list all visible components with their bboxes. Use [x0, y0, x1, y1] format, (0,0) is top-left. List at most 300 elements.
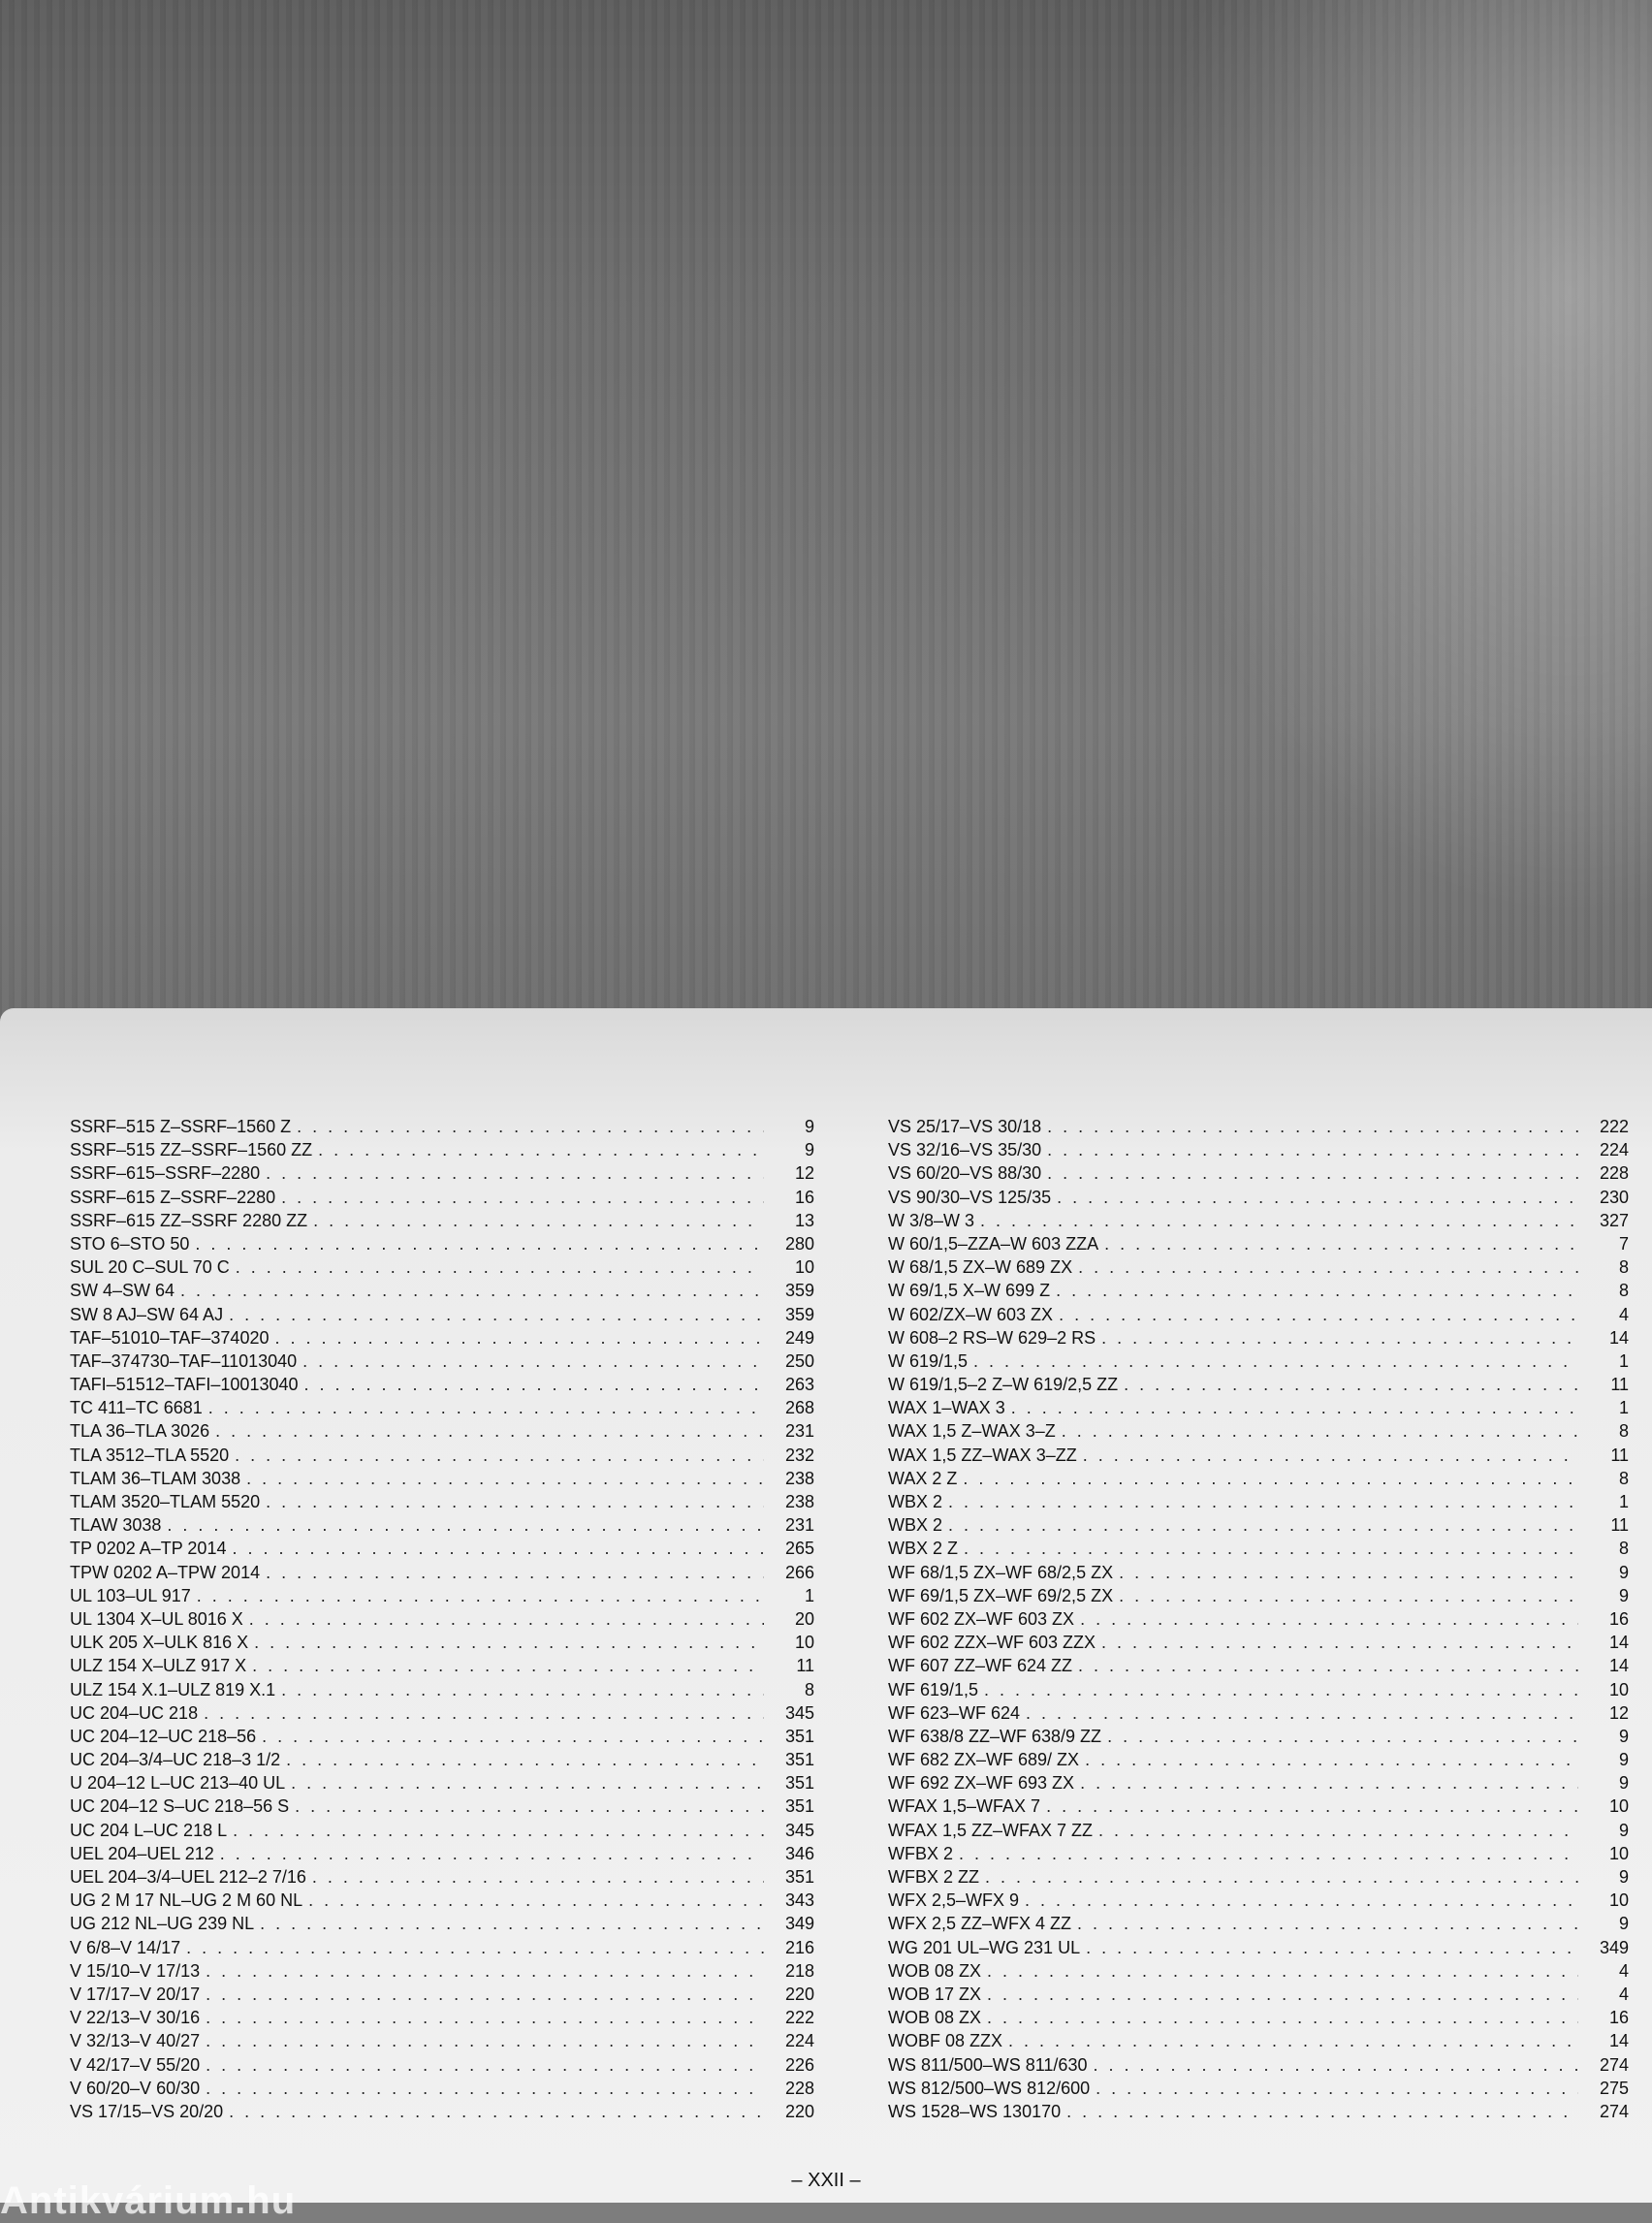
entry-page-number: 238 — [784, 1492, 814, 1511]
book-page — [0, 1008, 1652, 2222]
entry-page-number: 216 — [784, 1937, 814, 1957]
dot-leader — [206, 2053, 764, 2077]
dot-leader — [197, 1584, 764, 1607]
dot-leader — [208, 1396, 764, 1419]
index-entry — [888, 1209, 1629, 1232]
dot-leader — [254, 1631, 764, 1654]
dot-leader — [262, 1725, 764, 1748]
entry-page-number: 224 — [784, 2031, 814, 2051]
dot-leader — [1056, 1279, 1578, 1302]
entry-page-number: 10 — [1608, 1796, 1629, 1817]
entry-label: WBX 2 Z — [888, 1539, 959, 1559]
entry-page-number: 351 — [784, 1750, 814, 1770]
dot-leader — [252, 1654, 764, 1677]
index-entry — [70, 1373, 814, 1396]
entry-page-number: 4 — [1618, 1960, 1629, 1981]
dot-leader — [1047, 1115, 1578, 1138]
dot-leader — [1066, 2100, 1578, 2123]
dot-leader — [985, 1865, 1578, 1889]
dot-leader — [195, 1232, 764, 1255]
entry-page-number: 16 — [1608, 2008, 1629, 2028]
dot-leader — [215, 1419, 764, 1443]
dot-leader — [1077, 1912, 1578, 1935]
index-entry — [888, 2029, 1629, 2052]
index-entry — [70, 1912, 814, 1935]
dot-leader — [1062, 1419, 1578, 1443]
entry-label: UG 212 NL–UG 239 NL — [70, 1914, 255, 1934]
entry-page-number: 4 — [1618, 1304, 1629, 1324]
entry-label: WOB 17 ZX — [888, 1984, 982, 2004]
dot-leader — [206, 1983, 764, 2006]
dot-leader — [281, 1186, 764, 1209]
entry-page-number: 20 — [794, 1608, 814, 1629]
index-entry — [70, 1959, 814, 1983]
index-entry — [888, 1912, 1629, 1935]
entry-page-number: 8 — [1618, 1539, 1629, 1559]
entry-page-number: 9 — [1618, 1914, 1629, 1934]
index-entry — [888, 1678, 1629, 1701]
index-entry — [888, 1115, 1629, 1138]
index-entry — [888, 1279, 1629, 1302]
dot-leader — [235, 1444, 764, 1467]
entry-label: WFAX 1,5–WFAX 7 — [888, 1796, 1041, 1817]
entry-page-number: 9 — [1618, 1585, 1629, 1605]
entry-page-number: 351 — [784, 1773, 814, 1794]
entry-label: VS 60/20–VS 88/30 — [888, 1163, 1042, 1184]
entry-page-number: 10 — [1608, 1890, 1629, 1911]
entry-page-number: 9 — [1618, 1750, 1629, 1770]
index-entry — [888, 2077, 1629, 2100]
page-number: – XXII – — [791, 2170, 861, 2191]
entry-label: W 3/8–W 3 — [888, 1210, 975, 1230]
dot-leader — [233, 1819, 764, 1842]
entry-page-number: 232 — [784, 1445, 814, 1465]
dot-leader — [281, 1678, 764, 1701]
dot-leader — [312, 1865, 764, 1889]
dot-leader — [236, 1255, 764, 1279]
entry-page-number: 11 — [1610, 1375, 1629, 1395]
entry-label: SSRF–615–SSRF–2280 — [70, 1163, 261, 1184]
entry-page-number: 16 — [794, 1187, 814, 1207]
entry-label: UG 2 M 17 NL–UG 2 M 60 NL — [70, 1890, 303, 1911]
index-entry — [70, 1350, 814, 1373]
entry-label: WF 619/1,5 — [888, 1679, 979, 1699]
light-glare — [1109, 0, 1652, 969]
index-entry — [888, 1959, 1629, 1983]
entry-label: TAF–51010–TAF–374020 — [70, 1327, 270, 1348]
index-entry — [70, 1326, 814, 1350]
index-entry — [888, 1326, 1629, 1350]
entry-page-number: 7 — [1618, 1233, 1629, 1254]
dot-leader — [964, 1537, 1578, 1560]
entry-label: TAFI–51512–TAFI–10013040 — [70, 1375, 299, 1395]
index-entry — [70, 1725, 814, 1748]
entry-page-number: 345 — [784, 1820, 814, 1840]
entry-label: WF 602 ZX–WF 603 ZX — [888, 1608, 1075, 1629]
entry-page-number: 351 — [784, 1726, 814, 1746]
entry-label: TLAM 3520–TLAM 5520 — [70, 1492, 261, 1511]
index-entry — [70, 1983, 814, 2006]
dot-leader — [987, 1959, 1578, 1983]
index-entry — [888, 1537, 1629, 1560]
entry-label: WF 638/8 ZZ–WF 638/9 ZZ — [888, 1726, 1102, 1746]
index-entry — [888, 1701, 1629, 1725]
dot-leader — [274, 1326, 764, 1350]
entry-label: V 22/13–V 30/16 — [70, 2008, 201, 2028]
index-entry — [70, 1794, 814, 1818]
entry-label: WS 811/500–WS 811/630 — [888, 2054, 1088, 2075]
index-column-right — [888, 1115, 1629, 2123]
entry-label: V 17/17–V 20/17 — [70, 1984, 201, 2004]
index-entry — [888, 1186, 1629, 1209]
entry-page-number: 349 — [784, 1914, 814, 1934]
index-entry — [888, 1889, 1629, 1912]
dot-leader — [186, 1936, 764, 1959]
index-entry — [70, 1936, 814, 1959]
entry-label: WS 1528–WS 130170 — [888, 2101, 1062, 2121]
entry-label: V 42/17–V 55/20 — [70, 2054, 201, 2075]
index-entry — [70, 2100, 814, 2123]
dot-leader — [987, 1983, 1578, 2006]
dot-leader — [980, 1209, 1578, 1232]
index-entry — [888, 1819, 1629, 1842]
entry-page-number: 1 — [1618, 1350, 1629, 1371]
index-entry — [888, 1771, 1629, 1794]
entry-label: WF 602 ZZX–WF 603 ZZX — [888, 1633, 1096, 1653]
entry-page-number: 228 — [784, 2078, 814, 2098]
index-entry — [70, 1865, 814, 1889]
dot-leader — [1059, 1303, 1578, 1326]
entry-label: UC 204–12–UC 218–56 — [70, 1726, 257, 1746]
entry-page-number: 12 — [794, 1163, 814, 1184]
index-entry — [888, 1561, 1629, 1584]
entry-label: W 60/1,5–ZZA–W 603 ZZA — [888, 1233, 1099, 1254]
dot-leader — [963, 1467, 1578, 1490]
entry-label: WF 69/1,5 ZX–WF 69/2,5 ZX — [888, 1585, 1114, 1605]
entry-page-number: 224 — [1599, 1140, 1629, 1160]
index-entry — [888, 1303, 1629, 1326]
index-entry — [70, 1889, 814, 1912]
index-entry — [70, 1561, 814, 1584]
entry-page-number: 8 — [1618, 1257, 1629, 1278]
dot-leader — [1078, 1255, 1578, 1279]
entry-page-number: 349 — [1599, 1937, 1629, 1957]
entry-page-number: 9 — [1618, 1562, 1629, 1582]
entry-label: W 608–2 RS–W 629–2 RS — [888, 1327, 1096, 1348]
index-entry — [70, 2006, 814, 2029]
entry-page-number: 1 — [1618, 1492, 1629, 1511]
entry-label: STO 6–STO 50 — [70, 1233, 190, 1254]
index-entry — [70, 1232, 814, 1255]
entry-page-number: 343 — [784, 1890, 814, 1911]
index-entry — [888, 1138, 1629, 1161]
entry-label: TLAM 36–TLAM 3038 — [70, 1468, 241, 1488]
index-entry — [70, 1255, 814, 1279]
entry-page-number: 14 — [1608, 1656, 1629, 1676]
index-entry — [70, 1138, 814, 1161]
entry-label: V 6/8–V 14/17 — [70, 1937, 181, 1957]
index-entry — [888, 2006, 1629, 2029]
index-entry — [888, 1490, 1629, 1513]
entry-page-number: 220 — [784, 1984, 814, 2004]
entry-page-number: 9 — [1618, 1773, 1629, 1794]
entry-page-number: 218 — [784, 1960, 814, 1981]
entry-label: UC 204–3/4–UC 218–3 1/2 — [70, 1750, 281, 1770]
entry-label: UC 204 L–UC 218 L — [70, 1820, 228, 1840]
dot-leader — [206, 1959, 764, 1983]
index-entry — [70, 1607, 814, 1631]
index-entry — [70, 1467, 814, 1490]
index-entry — [888, 1865, 1629, 1889]
entry-label: SW 8 AJ–SW 64 AJ — [70, 1304, 224, 1324]
entry-page-number: 9 — [804, 1117, 814, 1136]
index-entry — [70, 2077, 814, 2100]
index-entry — [70, 1771, 814, 1794]
dot-leader — [1047, 1161, 1578, 1185]
index-entry — [70, 1303, 814, 1326]
index-entry — [888, 1467, 1629, 1490]
entry-label: WOB 08 ZX — [888, 1960, 982, 1981]
dot-leader — [1085, 1748, 1578, 1771]
entry-label: TLA 36–TLA 3026 — [70, 1421, 210, 1442]
entry-label: W 619/1,5 — [888, 1350, 969, 1371]
entry-page-number: 14 — [1608, 1633, 1629, 1653]
dot-leader — [948, 1513, 1578, 1537]
entry-page-number: 238 — [784, 1468, 814, 1488]
entry-page-number: 359 — [784, 1304, 814, 1324]
entry-label: W 68/1,5 ZX–W 689 ZX — [888, 1257, 1073, 1278]
dot-leader — [948, 1490, 1578, 1513]
dot-leader — [232, 1537, 764, 1560]
index-entry — [888, 1936, 1629, 1959]
index-entry — [70, 1678, 814, 1701]
entry-label: SSRF–515 Z–SSRF–1560 Z — [70, 1117, 292, 1136]
dot-leader — [1080, 1771, 1578, 1794]
entry-label: UL 103–UL 917 — [70, 1585, 191, 1605]
entry-label: TAF–374730–TAF–11013040 — [70, 1350, 298, 1371]
dot-leader — [308, 1889, 764, 1912]
entry-label: WF 682 ZX–WF 689/ ZX — [888, 1750, 1080, 1770]
dot-leader — [1096, 2077, 1578, 2100]
entry-label: W 619/1,5–2 Z–W 619/2,5 ZZ — [888, 1375, 1119, 1395]
index-entry — [70, 1115, 814, 1138]
entry-label: V 15/10–V 17/13 — [70, 1960, 201, 1981]
index-entry — [70, 1631, 814, 1654]
dot-leader — [229, 1303, 764, 1326]
entry-page-number: 222 — [1599, 1117, 1629, 1136]
dot-leader — [304, 1373, 765, 1396]
dot-leader — [295, 1794, 764, 1818]
dot-leader — [206, 2006, 764, 2029]
entry-page-number: 220 — [784, 2101, 814, 2121]
dot-leader — [266, 1561, 764, 1584]
index-entry — [70, 1701, 814, 1725]
entry-page-number: 351 — [784, 1796, 814, 1817]
index-entry — [888, 1396, 1629, 1419]
index-entry — [70, 1537, 814, 1560]
entry-label: V 60/20–V 60/30 — [70, 2078, 201, 2098]
watermark-logo: Antikvárium.hu — [0, 2179, 297, 2222]
entry-label: WF 623–WF 624 — [888, 1702, 1021, 1723]
entry-label: W 69/1,5 X–W 699 Z — [888, 1281, 1051, 1301]
entry-page-number: 12 — [1608, 1702, 1629, 1723]
entry-label: WFX 2,5–WFX 9 — [888, 1890, 1020, 1911]
entry-page-number: 8 — [1618, 1281, 1629, 1301]
dot-leader — [987, 2006, 1578, 2029]
dot-leader — [1046, 1794, 1578, 1818]
index-entry — [70, 1842, 814, 1865]
dot-leader — [313, 1209, 764, 1232]
entry-page-number: 10 — [794, 1257, 814, 1278]
index-entry — [888, 1419, 1629, 1443]
dot-leader — [1104, 1232, 1578, 1255]
entry-label: WS 812/500–WS 812/600 — [888, 2078, 1091, 2098]
entry-label: SSRF–615 Z–SSRF–2280 — [70, 1187, 276, 1207]
index-entry — [888, 2100, 1629, 2123]
index-entry — [888, 1842, 1629, 1865]
entry-page-number: 1 — [1618, 1398, 1629, 1418]
dot-leader — [1119, 1584, 1578, 1607]
entry-label: TLAW 3038 — [70, 1515, 162, 1536]
entry-label: ULZ 154 X.1–ULZ 819 X.1 — [70, 1679, 276, 1699]
dot-leader — [260, 1912, 764, 1935]
index-entry — [888, 1748, 1629, 1771]
dot-leader — [206, 2029, 764, 2052]
entry-label: WAX 1–WAX 3 — [888, 1398, 1005, 1418]
index-entry — [888, 1631, 1629, 1654]
entry-page-number: 274 — [1599, 2054, 1629, 2075]
entry-page-number: 231 — [784, 1421, 814, 1442]
index-entry — [70, 1419, 814, 1443]
index-entry — [70, 1186, 814, 1209]
entry-page-number: 11 — [796, 1656, 814, 1676]
dot-leader — [1086, 1936, 1578, 1959]
entry-page-number: 1 — [804, 1585, 814, 1605]
entry-label: WF 68/1,5 ZX–WF 68/2,5 ZX — [888, 1562, 1114, 1582]
dot-leader — [1098, 1819, 1578, 1842]
index-entry — [888, 1794, 1629, 1818]
entry-page-number: 275 — [1599, 2078, 1629, 2098]
entry-page-number: 10 — [1608, 1843, 1629, 1863]
index-entry — [888, 1232, 1629, 1255]
entry-label: WFBX 2 ZZ — [888, 1867, 979, 1887]
entry-label: WFAX 1,5 ZZ–WFAX 7 ZZ — [888, 1820, 1094, 1840]
entry-page-number: 266 — [784, 1562, 814, 1582]
dot-leader — [1101, 1631, 1578, 1654]
dot-leader — [266, 1161, 764, 1185]
dot-leader — [318, 1138, 764, 1161]
entry-page-number: 351 — [784, 1867, 814, 1887]
entry-page-number: 11 — [1610, 1515, 1629, 1536]
index-entry — [70, 1444, 814, 1467]
index-entry — [70, 2029, 814, 2052]
entry-page-number: 359 — [784, 1281, 814, 1301]
entry-page-number: 249 — [784, 1327, 814, 1348]
entry-page-number: 274 — [1599, 2101, 1629, 2121]
entry-page-number: 4 — [1618, 1984, 1629, 2004]
entry-label: WAX 2 Z — [888, 1468, 958, 1488]
dot-leader — [1078, 1654, 1578, 1677]
entry-page-number: 9 — [1618, 1867, 1629, 1887]
index-entry — [70, 1209, 814, 1232]
entry-label: WBX 2 — [888, 1515, 943, 1536]
entry-label: UL 1304 X–UL 8016 X — [70, 1608, 243, 1629]
entry-label: UC 204–12 S–UC 218–56 S — [70, 1796, 290, 1817]
entry-label: WAX 1,5 ZZ–WAX 3–ZZ — [888, 1445, 1077, 1465]
dot-leader — [286, 1748, 764, 1771]
entry-page-number: 228 — [1599, 1163, 1629, 1184]
index-entry — [888, 1725, 1629, 1748]
dot-leader — [229, 2100, 764, 2123]
entry-page-number: 231 — [784, 1515, 814, 1536]
entry-label: SW 4–SW 64 — [70, 1281, 175, 1301]
entry-page-number: 345 — [784, 1702, 814, 1723]
index-entry — [70, 1161, 814, 1185]
entry-label: VS 90/30–VS 125/35 — [888, 1187, 1052, 1207]
entry-label: WG 201 UL–WG 231 UL — [888, 1937, 1081, 1957]
entry-label: V 32/13–V 40/27 — [70, 2031, 201, 2051]
entry-label: WF 607 ZZ–WF 624 ZZ — [888, 1656, 1073, 1676]
index-entry — [70, 1654, 814, 1677]
index-entry — [888, 2053, 1629, 2077]
index-entry — [888, 1161, 1629, 1185]
entry-page-number: 268 — [784, 1398, 814, 1418]
entry-page-number: 9 — [1618, 1726, 1629, 1746]
index-entry — [70, 1396, 814, 1419]
dot-leader — [1080, 1607, 1578, 1631]
index-entry — [888, 1373, 1629, 1396]
dot-leader — [1093, 2053, 1578, 2077]
entry-label: VS 32/16–VS 35/30 — [888, 1140, 1042, 1160]
entry-page-number: 9 — [1618, 1820, 1629, 1840]
index-entry — [70, 1490, 814, 1513]
entry-page-number: 222 — [784, 2008, 814, 2028]
index-entry — [888, 1584, 1629, 1607]
dot-leader — [206, 2077, 764, 2100]
index-entry — [70, 1279, 814, 1302]
entry-label: TPW 0202 A–TPW 2014 — [70, 1562, 261, 1582]
dot-leader — [246, 1467, 764, 1490]
index-entry — [70, 1513, 814, 1537]
entry-label: WAX 1,5 Z–WAX 3–Z — [888, 1421, 1056, 1442]
index-entry — [70, 1748, 814, 1771]
dot-leader — [1057, 1186, 1578, 1209]
entry-label: WOB 08 ZX — [888, 2008, 982, 2028]
entry-label: SSRF–615 ZZ–SSRF 2280 ZZ — [70, 1210, 308, 1230]
entry-page-number: 16 — [1608, 1608, 1629, 1629]
dot-leader — [1083, 1444, 1578, 1467]
dot-leader — [1107, 1725, 1578, 1748]
dot-leader — [1026, 1701, 1578, 1725]
dot-leader — [220, 1842, 764, 1865]
entry-page-number: 10 — [1608, 1679, 1629, 1699]
entry-page-number: 346 — [784, 1843, 814, 1863]
dot-leader — [249, 1607, 764, 1631]
entry-page-number: 13 — [794, 1210, 814, 1230]
entry-page-number: 280 — [784, 1233, 814, 1254]
entry-label: TLA 3512–TLA 5520 — [70, 1445, 230, 1465]
entry-label: SSRF–515 ZZ–SSRF–1560 ZZ — [70, 1140, 313, 1160]
entry-page-number: 263 — [784, 1375, 814, 1395]
entry-label: UC 204–UC 218 — [70, 1702, 199, 1723]
entry-label: TC 411–TC 6681 — [70, 1398, 203, 1418]
index-entry — [70, 1584, 814, 1607]
entry-page-number: 327 — [1599, 1210, 1629, 1230]
index-entry — [888, 1983, 1629, 2006]
index-column-left — [70, 1115, 814, 2123]
dot-leader — [167, 1513, 764, 1537]
dot-leader — [180, 1279, 764, 1302]
